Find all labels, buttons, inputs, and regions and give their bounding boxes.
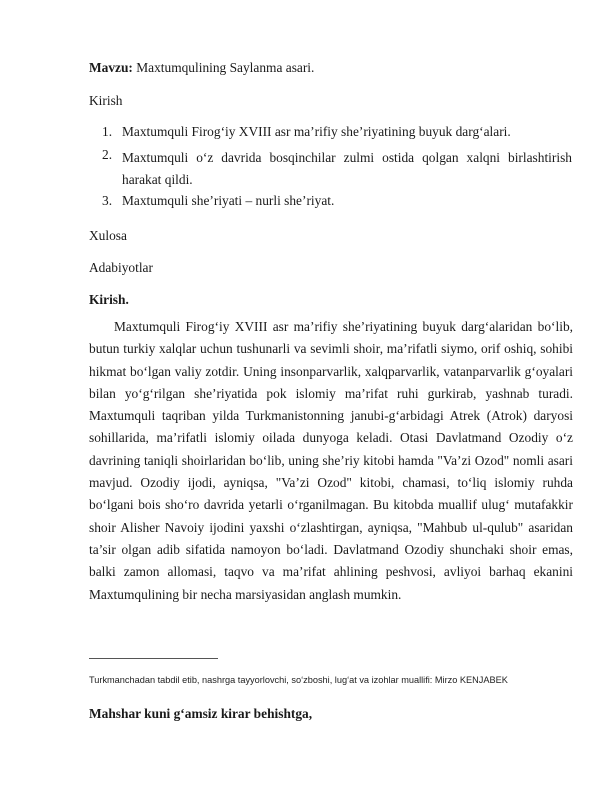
footnote-text: Turkmanchadan tabdil etib, nashrga tayyorlovchi, so‘zboshi, lug‘at va izohlar muallifi: Mirzo KENJABEK <box>89 675 508 685</box>
section-heading: Kirish. <box>89 292 129 307</box>
outline-item-number: 2. <box>102 147 113 162</box>
poem-first-line: Mahshar kuni g‘amsiz kirar behishtga, <box>89 706 313 721</box>
outline-references: Adabiyotlar <box>89 260 153 275</box>
outline-item-text: Maxtumquli o‘z davrida bosqinchilar zulmi ostida qolgan xalqni birlashtirish harakat qildi. <box>122 150 572 187</box>
topic-text: Maxtumqulining Saylanma asari. <box>132 60 315 75</box>
outline-item-number: 1. <box>102 124 113 139</box>
outline-item-text: Maxtumquli she’riyati – nurli she’riyat. <box>122 193 335 208</box>
footnote-divider <box>89 658 218 659</box>
outline-item-text: Maxtumquli Firog‘iy XVIII asr ma’rifiy she’riyatining buyuk darg‘alari. <box>122 124 511 139</box>
outline-conclusion: Xulosa <box>89 228 127 243</box>
topic-label: Mavzu: <box>89 60 133 75</box>
outline-item-number: 3. <box>102 193 113 208</box>
outline-intro-heading: Kirish <box>89 93 123 108</box>
topic-line <box>89 60 314 76</box>
body-paragraph: Maxtumquli Firog‘iy XVIII asr ma’rifiy she’riyatining buyuk darg‘alaridan bo‘lib, butun turkiy xalqlar uchun tushunarli va sevimli shoir, ma’rifatli siymo, orif oshiq, sohibi hikmat bo‘lgan valiy zotdir. Uning insonparvarlik, xalqparvarlik, vatanparvarlik g‘oyalari bilan yo‘g‘rilgan she’riyatida pok islomiy ma’rifat ruhi gurkirab, yashnab turadi. Maxtumquli taqriban yilda Turkmanistonning janubi-g‘arbidagi Atrek (Atrok) daryosi sohillarida, ma’rifatli islomiy oilada dunyoga keladi. Otasi Davlatmand Ozodiy o‘z davrining taniqli shoirlaridan bo‘lib, uning she’riy kitobi hamda "Va’zi Ozod" nomli asari mavjud. Ozodiy ijodi, ayniqsa, "Va’zi Ozod" kitobi, chamasi, to‘liq islomiy ruhda bo‘lgani bois sho‘ro davrida yetarli o‘rganilmagan. Bu kitobda muallif ulug‘ mutafakkir shoir Alisher Navoiy ijodini yaxshi o‘zlashtirgan, ayniqsa, "Mahbub ul-qulub" asaridan ta’sir olgan adib sifatida namoyon bo‘ladi. Davlatmand Ozodiy shunchaki shoir emas, balki zamon allomasi, taqvo va ma’rifat ahlining peshvosi, avliyoi barhaq ekanini Maxtumqulining bir necha marsiyasidan anglash mumkin. <box>89 319 573 602</box>
